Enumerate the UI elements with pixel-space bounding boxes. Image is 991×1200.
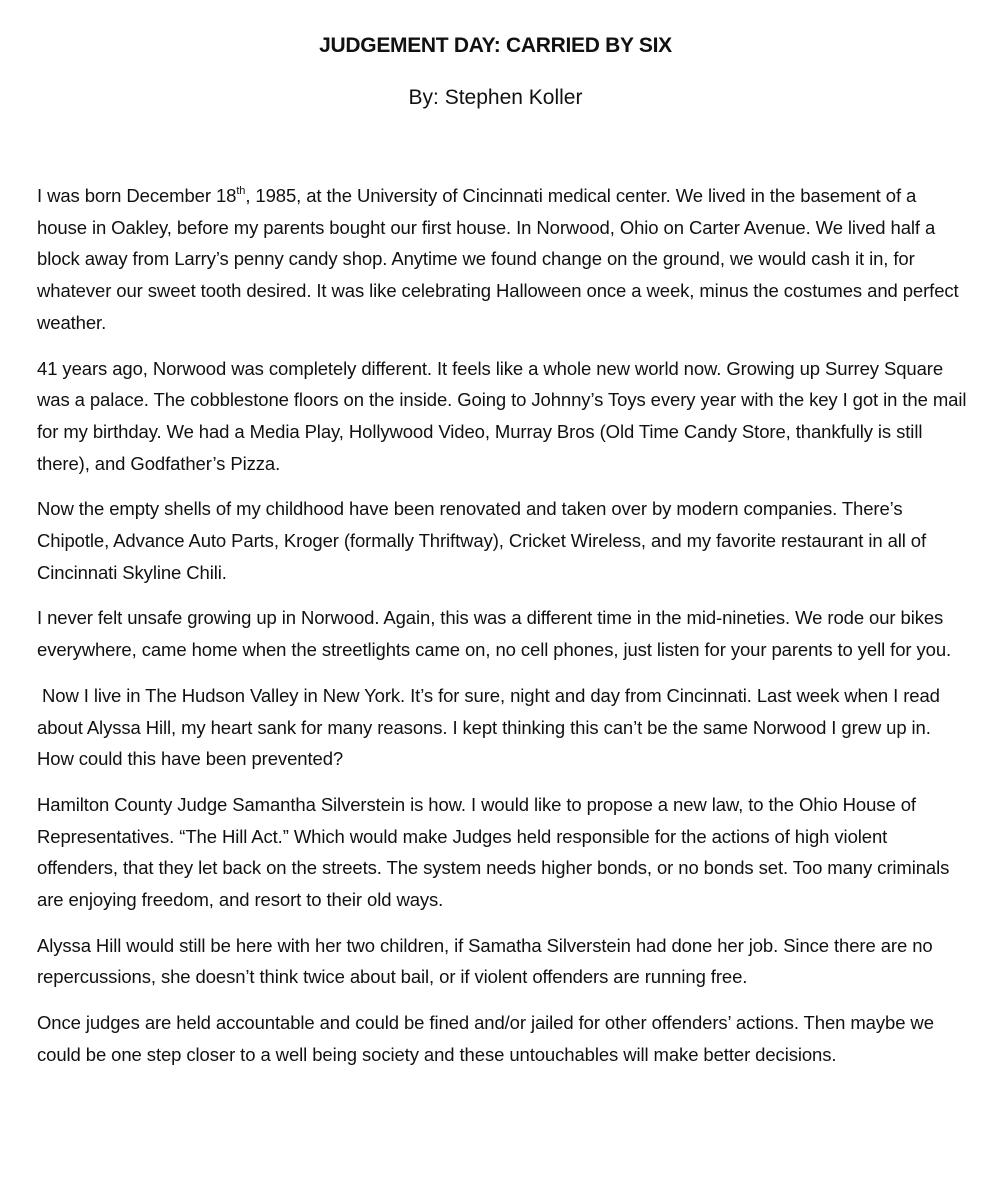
body-paragraph: Now I live in The Hudson Valley in New York. It’s for sure, night and day from Cincinnati. Last week when I read about Alyssa Hill, my heart sank for many reasons. I kept thinking this can’t be the same Norwood I grew up in. How could this have been prevented? <box>37 684 945 770</box>
paragraph-text: I was born December 18 <box>37 185 237 206</box>
body-paragraph: Hamilton County Judge Samantha Silverstein is how. I would like to propose a new law, to the Ohio House of Representatives. “The Hill Act.” Which would make Judges held responsible for the actions of high violent offenders, that they let back on the streets. The system needs higher bonds, or no bonds set. Too many criminals are enjoying freedom, and resort to their old ways. <box>37 793 950 911</box>
document-body <box>37 180 967 1085</box>
body-paragraph: I never felt unsafe growing up in Norwood. Again, this was a different time in the mid-nineties. We rode our bikes everywhere, came home when the streetlights came on, no cell phones, just listen for your parents to yell for you. <box>37 607 952 661</box>
author-byline: By: Stephen Koller <box>408 86 583 109</box>
body-paragraph: Alyssa Hill would still be here with her two children, if Samatha Silverstein had done her job. Since there are no repercussions, she doesn’t think twice about bail, or if violent offenders are running free. <box>37 934 933 988</box>
body-paragraph: Now the empty shells of my childhood have been renovated and taken over by modern companies. There’s Chipotle, Advance Auto Parts, Kroger (formally Thriftway), Cricket Wireless, and my favorite restaurant in all of Cincinnati Skyline Chili. <box>37 498 927 583</box>
paragraph-text: , 1985, at the University of Cincinnati medical center. We lived in the basement of a house in Oakley, before my parents bought our first house. In Norwood, Ohio on Carter Avenue. We lived half a block away from Larry’s penny candy shop. Anytime we found change on the ground, we would cash it in, for whatever our sweet tooth desired. It was like celebrating Halloween once a week, minus the costumes and perfect weather. <box>37 185 959 333</box>
body-paragraph <box>37 180 967 339</box>
body-paragraph: Once judges are held accountable and could be fined and/or jailed for other offenders’ actions. Then maybe we could be one step closer to a well being society and these untouchables will make better decisions. <box>37 1012 934 1065</box>
ordinal-suffix: th <box>236 184 246 197</box>
document-title: JUDGEMENT DAY: CARRIED BY SIX <box>319 34 672 57</box>
body-paragraph: 41 years ago, Norwood was completely different. It feels like a whole new world now. Growing up Surrey Square was a palace. The cobblestone floors on the inside. Going to Johnny’s Toys every year with the key I got in the mail for my birthday. We had a Media Play, Hollywood Video, Murray Bros (Old Time Candy Store, thankfully is still there), and Godfather’s Pizza. <box>37 357 967 474</box>
